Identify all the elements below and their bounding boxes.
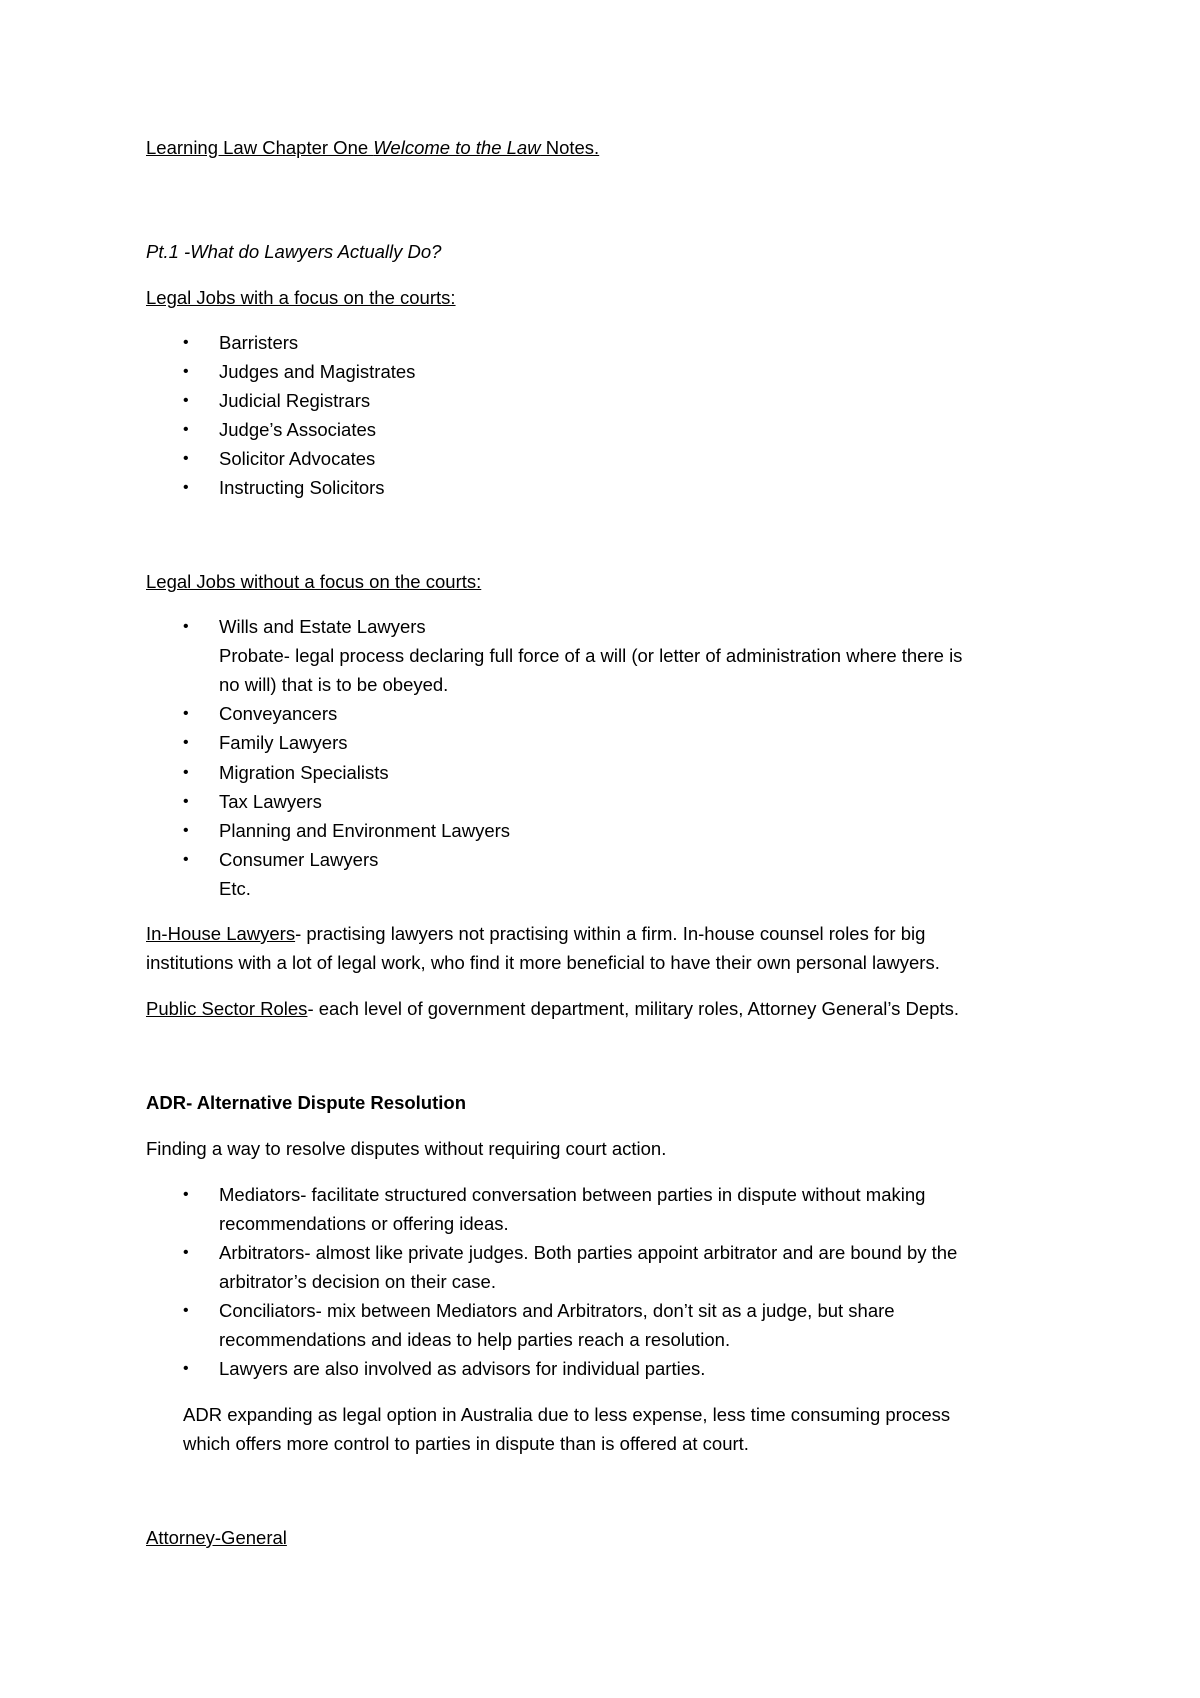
bullet-icon: • [183, 734, 189, 751]
list-item-detail: arbitrator’s decision on their case. [219, 1271, 496, 1292]
bullet-icon: • [183, 334, 189, 351]
list-item-detail: recommendations and ideas to help parties reach a resolution. [219, 1329, 731, 1350]
bullet-icon: • [183, 1244, 189, 1261]
part-heading: Pt.1 -What do Lawyers Actually Do? [146, 241, 442, 262]
bullet-icon: • [183, 851, 189, 868]
inhouse-paragraph-line2: institutions with a lot of legal work, who find it more beneficial to have their own personal lawyers. [146, 952, 940, 973]
public-sector-paragraph: Public Sector Roles- each level of government department, military roles, Attorney General’s Depts. [146, 998, 960, 1019]
list-item-detail: Etc. [219, 878, 251, 899]
list-item: Arbitrators- almost like private judges. Both parties appoint arbitrator and are bound by the [219, 1242, 958, 1263]
list-item: Migration Specialists [219, 762, 389, 783]
bullet-icon: • [183, 421, 189, 438]
adr-summary: ADR expanding as legal option in Australia due to less expense, less time consuming process [183, 1404, 951, 1425]
list-item: Planning and Environment Lawyers [219, 820, 511, 841]
bullet-icon: • [183, 479, 189, 496]
list-item: Mediators- facilitate structured conversation between parties in dispute without making [219, 1184, 926, 1205]
list-item: Judge’s Associates [219, 419, 377, 440]
list-item: Judges and Magistrates [219, 361, 416, 382]
list-item: Solicitor Advocates [219, 448, 376, 469]
list-item-detail: recommendations or offering ideas. [219, 1213, 509, 1234]
bullet-icon: • [183, 1186, 189, 1203]
bullet-icon: • [183, 793, 189, 810]
list-item: Conciliators- mix between Mediators and Arbitrators, don’t sit as a judge, but share [219, 1300, 895, 1321]
list-item: Consumer Lawyers [219, 849, 379, 870]
bullet-icon: • [183, 822, 189, 839]
adr-summary-line2: which offers more control to parties in dispute than is offered at court. [183, 1433, 749, 1454]
adr-intro: Finding a way to resolve disputes without requiring court action. [146, 1138, 667, 1159]
list-item: Judicial Registrars [219, 390, 371, 411]
inhouse-paragraph: In-House Lawyers- practising lawyers not practising within a firm. In-house counsel roles for big [146, 923, 926, 944]
list-item: Family Lawyers [219, 732, 348, 753]
bullet-icon: • [183, 363, 189, 380]
bullet-icon: • [183, 1302, 189, 1319]
bullet-icon: • [183, 1360, 189, 1377]
adr-heading: ADR- Alternative Dispute Resolution [146, 1092, 467, 1113]
list-item: Conveyancers [219, 703, 338, 724]
bullet-icon: • [183, 618, 189, 635]
list-item: Barristers [219, 332, 299, 353]
document-title: Learning Law Chapter One Welcome to the Law Notes. [146, 137, 600, 158]
list-item: Lawyers are also involved as advisors for individual parties. [219, 1358, 706, 1379]
list-item: Tax Lawyers [219, 791, 322, 812]
list-item-detail: Probate- legal process declaring full force of a will (or letter of administration where there is [219, 645, 963, 666]
courts-heading: Legal Jobs with a focus on the courts: [146, 287, 456, 308]
bullet-icon: • [183, 392, 189, 409]
bullet-icon: • [183, 450, 189, 467]
list-item: Wills and Estate Lawyers [219, 616, 426, 637]
list-item-detail: no will) that is to be obeyed. [219, 674, 449, 695]
list-item: Instructing Solicitors [219, 477, 385, 498]
document-page [146, 0, 1066, 1698]
noncourts-heading: Legal Jobs without a focus on the courts: [146, 571, 482, 592]
attorney-heading: Attorney-General [146, 1527, 287, 1548]
bullet-icon: • [183, 705, 189, 722]
bullet-icon: • [183, 764, 189, 781]
